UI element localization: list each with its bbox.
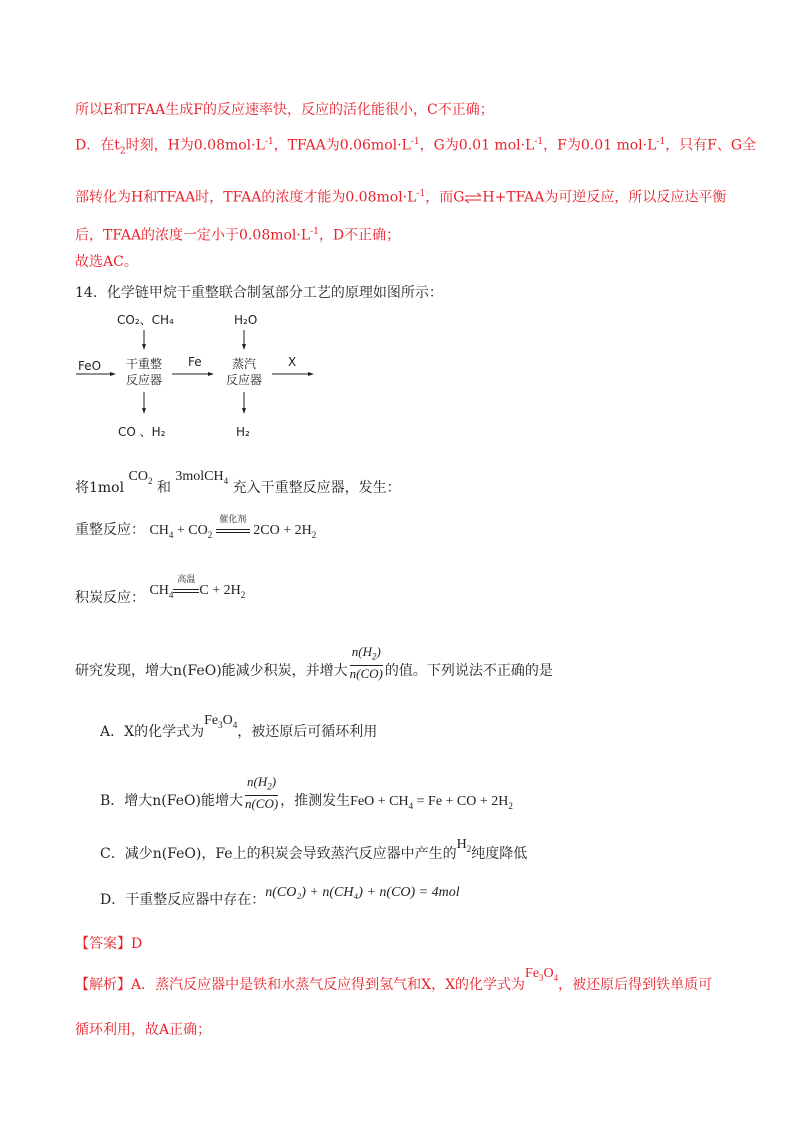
reversible-arrow-icon xyxy=(464,193,482,203)
text: ，G为0.01 mol·L xyxy=(419,137,535,154)
text: 4 xyxy=(232,719,238,730)
analysis-a-line-1 xyxy=(75,966,713,1000)
text: O xyxy=(222,713,233,728)
text: Fe xyxy=(204,713,219,728)
text: O xyxy=(543,966,554,981)
text: 后，TFAA的浓度一定小于0.08mol·L xyxy=(75,227,311,244)
research-line xyxy=(75,644,553,690)
text: -1 xyxy=(310,227,319,237)
h2-co-fraction-b xyxy=(245,774,278,812)
carbon-reaction xyxy=(75,574,246,613)
process-diagram xyxy=(72,306,332,446)
text: 4 xyxy=(553,972,559,983)
fraction-denominator: n(CO) xyxy=(244,795,279,811)
text: -1 xyxy=(534,137,544,147)
fraction-numerator xyxy=(245,774,278,796)
product-left: CO 、H₂ xyxy=(118,425,166,439)
fraction-denominator: n(CO) xyxy=(349,665,383,681)
text: 4 xyxy=(223,475,229,486)
text: -1 xyxy=(656,137,666,147)
text: 循环利用，故A正确； xyxy=(75,1022,212,1038)
fe3o4-formula-analysis xyxy=(525,966,558,981)
text: ) xyxy=(376,644,381,659)
option-b xyxy=(100,774,513,820)
text: 4 xyxy=(408,800,414,811)
text: 3 xyxy=(539,972,544,983)
text: 2 xyxy=(311,529,317,540)
text: + CO xyxy=(173,523,208,538)
reactor1-line2: 反应器 xyxy=(126,373,163,387)
intro-line xyxy=(75,469,401,503)
text: 积炭反应： xyxy=(75,590,145,606)
option-d xyxy=(100,885,460,911)
text: CH xyxy=(149,583,169,598)
feed-top-right: H₂O xyxy=(234,313,258,327)
carbon-condition xyxy=(173,574,199,601)
fe3o4-formula xyxy=(204,713,237,728)
reactor1-line1: 干重整 xyxy=(126,357,163,371)
question-stem xyxy=(75,283,443,303)
co2-formula xyxy=(129,469,153,484)
text: ，被还原后得到铁单质可 xyxy=(558,977,713,993)
ch4-formula xyxy=(175,469,228,484)
reform-reaction xyxy=(75,514,317,545)
text: 3molCH xyxy=(175,469,224,484)
text: ) xyxy=(271,774,277,789)
text: 的值。下列说法不正确的是 xyxy=(384,662,553,679)
text: n(H xyxy=(351,644,372,659)
answer-label: 【答案】 xyxy=(75,936,131,952)
text: -1 xyxy=(410,137,420,147)
text: ，被还原后可循环利用 xyxy=(237,724,378,740)
mid-label: Fe xyxy=(188,355,202,369)
text: 2 xyxy=(508,800,513,811)
h2-formula xyxy=(457,837,472,852)
analysis-a-line-2 xyxy=(75,1020,211,1040)
text: 3 xyxy=(218,719,223,730)
conservation-equation: n(CO₂) + n(CH₄) + n(CO) = 4mol xyxy=(265,885,460,900)
text: D．在t xyxy=(75,137,120,154)
feed-top-left: CO₂、CH₄ xyxy=(117,313,174,327)
analysis-line-4 xyxy=(75,222,400,246)
feo-equation xyxy=(350,794,513,809)
h2-co-fraction xyxy=(350,644,383,682)
text: FeO + CH xyxy=(350,793,409,809)
text: 2 xyxy=(240,589,246,600)
text: H xyxy=(456,837,467,852)
text: 2 xyxy=(371,651,377,662)
fraction-numerator xyxy=(350,644,383,666)
answer-line xyxy=(75,934,142,954)
product-right: H₂ xyxy=(236,425,250,439)
text: ，TFAA为0.06mol·L xyxy=(273,137,411,154)
text: Fe xyxy=(525,966,540,981)
text: CO xyxy=(128,469,148,484)
text: 所以E和TFAA生成F的反应速率快，反应的活化能很小，C不正确； xyxy=(75,102,494,118)
text: 2 xyxy=(207,529,213,540)
analysis-line-1 xyxy=(75,100,494,120)
reform-condition xyxy=(216,514,250,541)
text: C + 2H xyxy=(199,583,241,598)
text: C．减少n(FeO)，Fe上的积炭会导致蒸汽反应器中产生的 xyxy=(100,846,457,862)
text: 2 xyxy=(267,781,272,792)
text: 和 xyxy=(156,480,171,496)
text: 2 xyxy=(148,475,153,486)
analysis-label: 【解析】 xyxy=(75,977,131,993)
text: CH xyxy=(149,523,169,538)
text: 4 xyxy=(168,529,174,540)
text: 时刻，H为0.08mol·L xyxy=(125,137,265,154)
text: 将1mol xyxy=(75,480,125,496)
reform-equation xyxy=(149,514,317,540)
analysis-line-5 xyxy=(75,252,138,272)
text: ，推测发生 xyxy=(280,792,351,809)
text: B．增大n(FeO)能增大 xyxy=(100,792,243,809)
text: 4 xyxy=(168,589,174,600)
text: 故选AC。 xyxy=(75,254,138,270)
text: 部转化为H和TFAA时，TFAA的浓度才能为0.08mol·L xyxy=(75,189,417,206)
option-a xyxy=(100,713,378,747)
text: H+TFAA为可逆反应，所以反应达平衡 xyxy=(482,189,727,206)
text: 催化剂 xyxy=(219,514,247,524)
text: 纯度降低 xyxy=(471,846,528,862)
text: -1 xyxy=(416,189,426,199)
text: 2CO + 2H xyxy=(253,523,312,538)
input-left-label: FeO xyxy=(78,359,102,373)
carbon-equation xyxy=(149,574,246,600)
text: 重整反应： xyxy=(75,522,145,538)
text: ，而G xyxy=(425,189,465,206)
answer-value: D xyxy=(131,936,143,952)
analysis-line-3 xyxy=(75,184,726,208)
text: 2 xyxy=(466,843,472,854)
text: ，只有F、G全 xyxy=(665,137,757,154)
text: ，D不正确； xyxy=(318,227,401,244)
text: n(H xyxy=(247,774,268,789)
option-c xyxy=(100,837,528,869)
text: 2 xyxy=(119,146,126,157)
text: 充入干重整反应器，发生： xyxy=(232,480,401,496)
text: ，F为0.01 mol·L xyxy=(543,137,657,154)
text: A．X的化学式为 xyxy=(100,724,205,740)
text: -1 xyxy=(264,137,274,147)
text: = Fe + CO + 2H xyxy=(413,793,509,809)
text: A．蒸汽反应器中是铁和水蒸气反应得到氢气和X，X的化学式为 xyxy=(131,977,526,993)
text: 研究发现，增大n(FeO)能减少积炭，并增大 xyxy=(75,662,348,679)
text: D．干重整反应器中存在： xyxy=(100,892,266,908)
reactor2-line1: 蒸汽 xyxy=(232,357,257,371)
out-label: X xyxy=(288,355,297,369)
reactor2-line2: 反应器 xyxy=(226,373,263,387)
text: 14．化学链甲烷干重整联合制氢部分工艺的原理如图所示： xyxy=(75,285,443,301)
analysis-line-2 xyxy=(75,132,756,161)
text: 高温 xyxy=(177,574,196,584)
